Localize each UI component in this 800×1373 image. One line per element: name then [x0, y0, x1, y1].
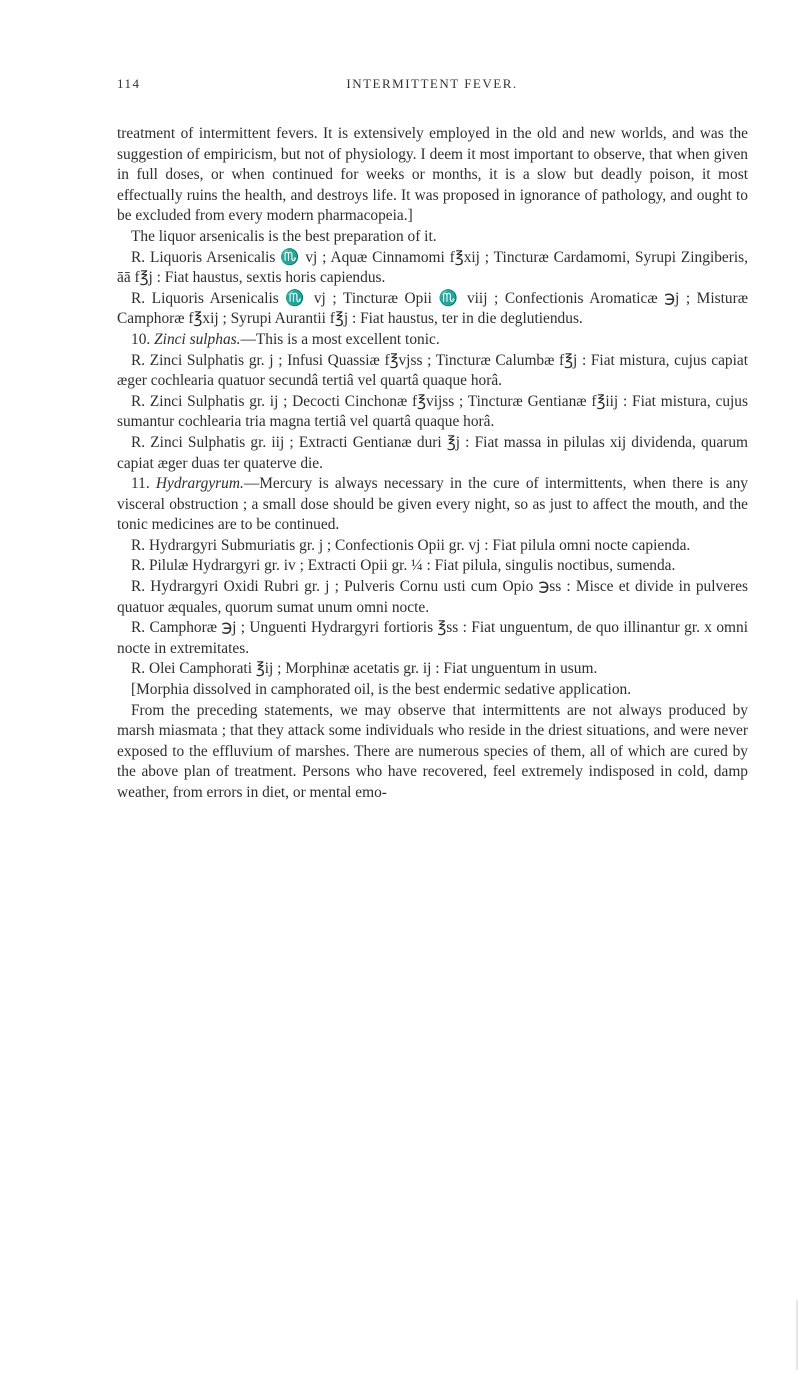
paragraph: From the preceding statements, we may observe that intermittents are not always produced by marsh miasmata ; that they attack some individuals who reside in the driest situations, and were never exposed to the effluvium of marshes. There are numerous species of them, all of which are cured by the above plan of treatment. Persons who have recovered, feel extremely indisposed in cold, damp weather, from errors in diet, or mental emo- [117, 701, 748, 801]
section-heading-mercury [117, 474, 748, 536]
prescription: R. Olei Camphorati ℥ij ; Morphinæ acetatis gr. ij : Fiat unguentum in usum. [131, 660, 598, 678]
prescription: R. Hydrargyri Oxidi Rubri gr. j ; Pulveris Cornu usti cum Opio ℈ss : Misce et divide in pulveres quatuor æquales, quorum sumat unum omni nocte. [117, 578, 748, 616]
section-heading-zinc [117, 330, 748, 351]
section-number: 10. [131, 330, 151, 348]
section-text: —Mercury is always necessary in the cure of intermittents, when there is any visceral obstruction ; a small dose should be given every night, so as just to affect the mouth, and the tonic medicines are to be continued. [117, 475, 748, 534]
paragraph: [Morphia dissolved in camphorated oil, is the best endermic sedative application. [131, 681, 632, 699]
paragraph-continued: treatment of intermittent fevers. It is extensively employed in the old and new worlds, and was the suggestion of empiricism, but not of physiology. I deem it most important to observe, that when given in full doses, or when continued for weeks or months, it is a slow but deadly poison, it most effectually ruins the health, and destroys life. It was proposed in ignorance of pathology, and ought to be excluded from every modern pharmacopeia.] [117, 125, 748, 225]
prescription: R. Hydrargyri Submuriatis gr. j ; Confectionis Opii gr. vj : Fiat pilula omni nocte capienda. [131, 536, 691, 554]
prescription: R. Camphoræ ℈j ; Unguenti Hydrargyri fortioris ℥ss : Fiat unguentum, de quo illinantur gr. x omni nocte in extremitates. [117, 619, 748, 657]
prescription: R. Zinci Sulphatis gr. iij ; Extracti Gentianæ duri ℥j : Fiat massa in pilulas xij dividenda, quarum capiat æger duas ter quaterve die. [117, 433, 748, 472]
prescription: R. Pilulæ Hydrargyri gr. iv ; Extracti Opii gr. ¼ : Fiat pilula, singulis noctibus, sumenda. [131, 557, 676, 575]
body-text [117, 124, 748, 804]
page-edge-shadow [796, 1300, 798, 1370]
prescription: R. Liquoris Arsenicalis ♏ vj ; Aquæ Cinnamomi f℥xij ; Tincturæ Cardamomi, Syrupi Zingiberis, āā f℥j : Fiat haustus, sextis horis capiendus. [117, 248, 748, 287]
page-number: 114 [117, 76, 141, 91]
section-title: Hydrargyrum. [155, 475, 244, 493]
prescription: R. Zinci Sulphatis gr. j ; Infusi Quassiæ f℥vjss ; Tincturæ Calumbæ f℥j : Fiat mistura, cujus capiat æger cochlearia quatuor secundâ tertiâ vel quartâ quaque horâ. [117, 351, 748, 390]
running-title: INTERMITTENT FEVER. [346, 76, 518, 91]
section-title: Zinci sulphas. [154, 330, 241, 348]
prescription: R. Zinci Sulphatis gr. ij ; Decocti Cinchonæ f℥vijss ; Tincturæ Gentianæ f℥iij : Fiat mistura, cujus sumantur cochlearia tria magna tertiâ vel quartâ quaque horâ. [117, 392, 748, 431]
section-text: —This is a most excellent tonic. [240, 330, 440, 348]
paragraph: The liquor arsenicalis is the best preparation of it. [131, 227, 437, 245]
prescription: R. Liquoris Arsenicalis ♏ vj ; Tincturæ Opii ♏ viij ; Confectionis Aromaticæ ℈j ; Misturæ Camphoræ f℥xij ; Syrupi Aurantii f℥j : Fiat haustus, ter in die deglutiendus. [117, 289, 748, 328]
running-head [117, 76, 747, 98]
section-number: 11. [131, 475, 150, 493]
